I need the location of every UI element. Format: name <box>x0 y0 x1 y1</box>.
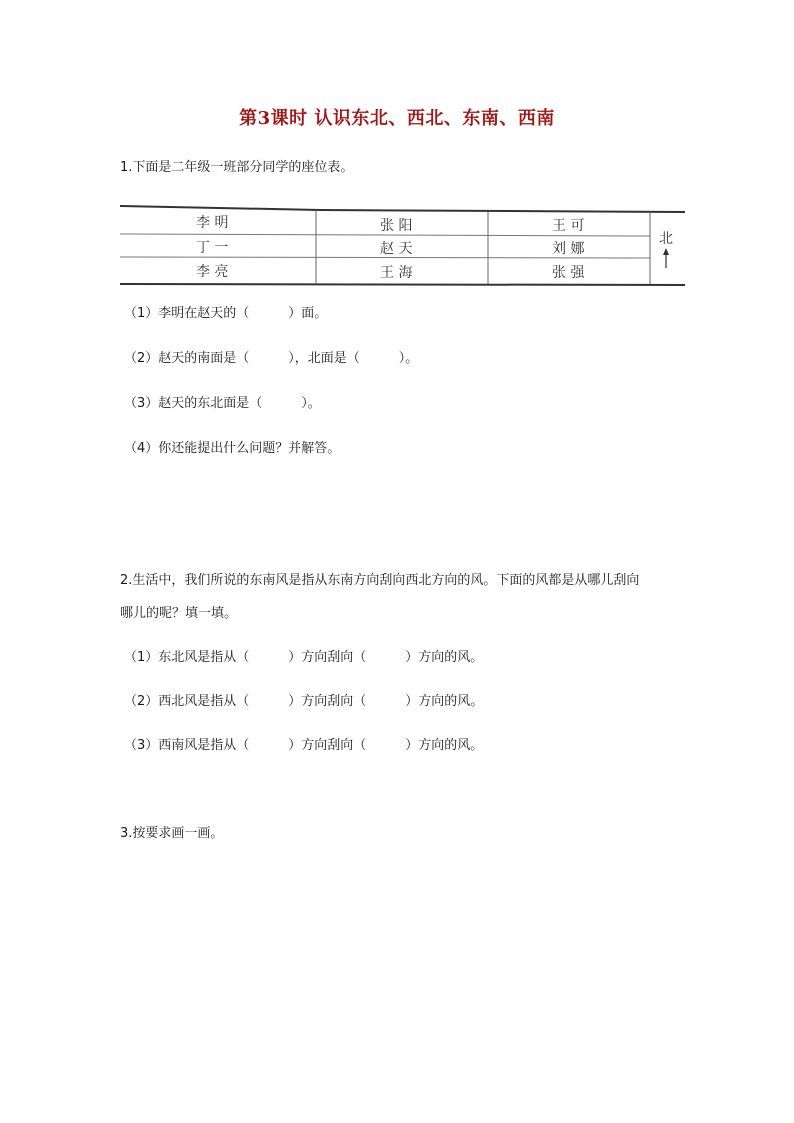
north-label: 北 <box>659 231 673 247</box>
question-1-part-3: （3）赵天的东北面是（ ）。 <box>124 396 321 411</box>
seat-wang-hai: 王 海 <box>380 265 413 281</box>
seat-li-liang: 李 亮 <box>196 264 229 280</box>
question-1-stem: 1.下面是二年级一班部分同学的座位表。 <box>120 160 354 175</box>
seat-liu-na: 刘 娜 <box>552 241 585 257</box>
question-1-part-1: （1）李明在赵天的（ ）面。 <box>124 306 328 321</box>
seat-ding-yi: 丁 一 <box>196 240 229 256</box>
question-3-stem: 3.按要求画一画。 <box>120 826 224 841</box>
seat-zhang-qiang: 张 强 <box>552 265 585 281</box>
seat-zhang-yang: 张 阳 <box>380 218 413 234</box>
question-2-stem-line-2: 哪儿的呢？填一填。 <box>120 606 238 621</box>
question-1-part-2: （2）赵天的南面是（ ），北面是（ ）。 <box>124 351 419 366</box>
question-1-part-4: （4）你还能提出什么问题？并解答。 <box>124 441 341 456</box>
question-2-part-3: （3）西南风是指从（ ）方向刮向（ ）方向的风。 <box>124 738 484 753</box>
page-title: 第3课时 认识东北、西北、东南、西南 <box>239 108 555 129</box>
question-2-part-2: （2）西北风是指从（ ）方向刮向（ ）方向的风。 <box>124 694 484 709</box>
seat-wang-ke: 王 可 <box>552 218 585 234</box>
seat-zhao-tian: 赵 天 <box>380 241 413 257</box>
seat-li-ming: 李 明 <box>196 215 229 231</box>
question-2-stem-line-1: 2.生活中，我们所说的东南风是指从东南方向刮向西北方向的风。下面的风都是从哪儿刮向 <box>120 573 640 588</box>
question-2-part-1: （1）东北风是指从（ ）方向刮向（ ）方向的风。 <box>124 650 484 665</box>
seating-chart <box>120 198 685 290</box>
